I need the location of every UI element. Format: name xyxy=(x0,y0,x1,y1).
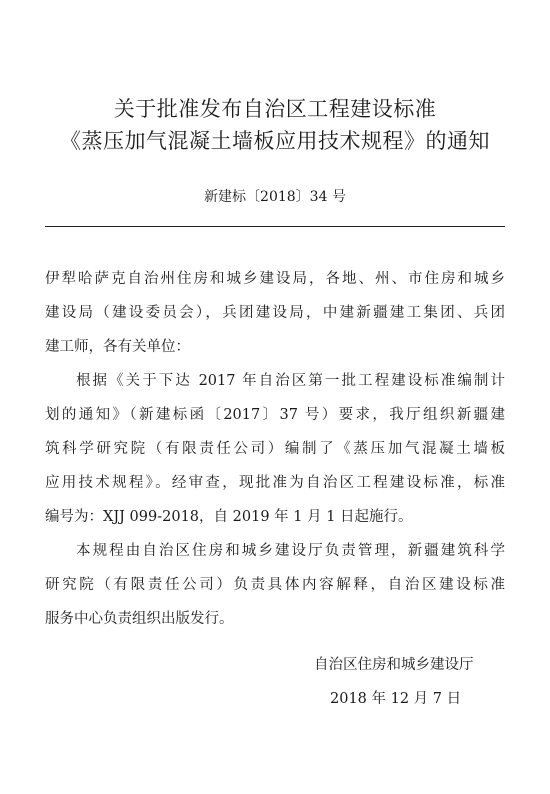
paragraph-line: 研究院（有限责任公司）负责具体内容解释，自治区建设标准 xyxy=(45,577,505,593)
document-number: 新建标〔2018〕34 号 xyxy=(204,189,346,205)
paragraph-line: 根据《关于下达 2017 年自治区第一批工程建设标准编制计 xyxy=(76,373,505,389)
paragraph-line: 建设局（建设委员会），兵团建设局，中建新疆建工集团、兵团 xyxy=(45,305,505,321)
issuing-organization: 自治区住房和城乡建设厅 xyxy=(314,657,474,673)
paragraph-line: 服务中心负责组织出版发行。 xyxy=(45,611,234,627)
paragraph-line: 编号为：XJJ 099-2018，自 2019 年 1 月 1 日起施行。 xyxy=(45,509,413,525)
header-divider xyxy=(45,226,505,227)
paragraph-line: 筑科学研究院（有限责任公司）编制了《蒸压加气混凝土墙板 xyxy=(45,441,505,457)
document-title-line-1: 关于批准发布自治区工程建设标准 xyxy=(113,97,437,121)
paragraph-line: 本规程由自治区住房和城乡建设厅负责管理，新疆建筑科学 xyxy=(76,543,505,559)
issue-date: 2018 年 12 月 7 日 xyxy=(330,691,462,707)
paragraph-line: 应用技术规程》。经审查，现批准为自治区工程建设标准，标准 xyxy=(45,475,505,491)
paragraph-line: 建工师，各有关单位： xyxy=(45,339,190,355)
paragraph-line: 伊犁哈萨克自治州住房和城乡建设局，各地、州、市住房和城乡 xyxy=(45,271,505,287)
document-title-line-2: 《蒸压加气混凝土墙板应用技术规程》的通知 xyxy=(60,129,490,153)
paragraph-line: 划的通知》（新建标函〔2017〕37 号）要求，我厅组织新疆建 xyxy=(45,407,505,423)
